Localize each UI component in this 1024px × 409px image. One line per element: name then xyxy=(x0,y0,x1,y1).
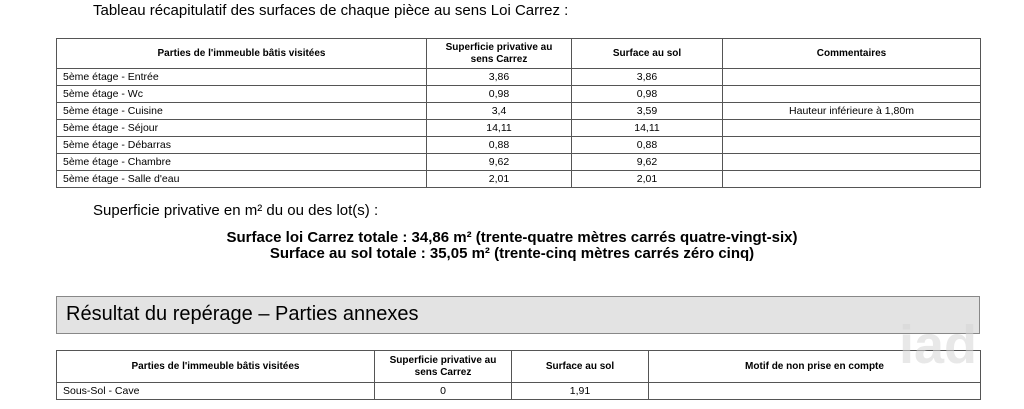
table-row xyxy=(57,86,981,103)
cell-carrez: 2,01 xyxy=(427,171,572,188)
header-carrez: Superficie privative au sens Carrez xyxy=(427,39,572,69)
cell-sol: 3,86 xyxy=(572,69,723,86)
cell-sol: 2,01 xyxy=(572,171,723,188)
cell-carrez: 3,4 xyxy=(427,103,572,120)
cell-commentaire xyxy=(723,154,981,171)
table-header-row xyxy=(57,351,981,383)
summary-heading: Tableau récapitulatif des surfaces de chaque pièce au sens Loi Carrez : xyxy=(93,2,569,19)
annexes-table xyxy=(56,350,981,400)
cell-carrez: 0,98 xyxy=(427,86,572,103)
table-row xyxy=(57,154,981,171)
superficie-label: Superficie privative en m² du ou des lot(s) : xyxy=(93,202,379,219)
header-motif: Motif de non prise en compte xyxy=(649,351,981,383)
cell-commentaire xyxy=(723,86,981,103)
header-sol: Surface au sol xyxy=(572,39,723,69)
table-row xyxy=(57,137,981,154)
cell-sol: 3,59 xyxy=(572,103,723,120)
cell-sol: 1,91 xyxy=(512,383,649,400)
total-carrez: Surface loi Carrez totale : 34,86 m² (trente-quatre mètres carrés quatre-vingt-six) xyxy=(226,229,798,246)
cell-sol: 0,88 xyxy=(572,137,723,154)
header-piece: Parties de l'immeuble bâtis visitées xyxy=(57,39,427,69)
cell-piece: Sous-Sol - Cave xyxy=(57,383,375,400)
cell-piece: 5ème étage - Entrée xyxy=(57,69,427,86)
cell-carrez: 0 xyxy=(375,383,512,400)
cell-commentaire: Hauteur inférieure à 1,80m xyxy=(723,103,981,120)
cell-commentaire xyxy=(723,171,981,188)
cell-carrez: 0,88 xyxy=(427,137,572,154)
cell-commentaire xyxy=(723,137,981,154)
cell-sol: 0,98 xyxy=(572,86,723,103)
cell-piece: 5ème étage - Cuisine xyxy=(57,103,427,120)
carrez-surfaces-table xyxy=(56,38,981,188)
iad-watermark-logo xyxy=(893,305,983,385)
header-sol: Surface au sol xyxy=(512,351,649,383)
cell-piece: 5ème étage - Chambre xyxy=(57,154,427,171)
header-piece: Parties de l'immeuble bâtis visitées xyxy=(57,351,375,383)
cell-carrez: 14,11 xyxy=(427,120,572,137)
table-row xyxy=(57,383,981,400)
cell-piece: 5ème étage - Débarras xyxy=(57,137,427,154)
cell-carrez: 3,86 xyxy=(427,69,572,86)
cell-commentaire xyxy=(723,69,981,86)
section-title: Résultat du repérage – Parties annexes xyxy=(66,303,419,325)
cell-carrez: 9,62 xyxy=(427,154,572,171)
svg-text:iad: iad xyxy=(899,315,978,375)
table-row xyxy=(57,103,981,120)
table-row xyxy=(57,171,981,188)
total-sol: Surface au sol totale : 35,05 m² (trente-cinq mètres carrés zéro cinq) xyxy=(269,245,755,262)
header-carrez: Superficie privative au sens Carrez xyxy=(375,351,512,383)
cell-sol: 14,11 xyxy=(572,120,723,137)
table-row xyxy=(57,69,981,86)
cell-piece: 5ème étage - Séjour xyxy=(57,120,427,137)
header-commentaires: Commentaires xyxy=(723,39,981,69)
cell-sol: 9,62 xyxy=(572,154,723,171)
cell-motif xyxy=(649,383,981,400)
cell-commentaire xyxy=(723,120,981,137)
section-header-annexes xyxy=(56,296,980,334)
cell-piece: 5ème étage - Wc xyxy=(57,86,427,103)
cell-piece: 5ème étage - Salle d'eau xyxy=(57,171,427,188)
table-header-row xyxy=(57,39,981,69)
table-row xyxy=(57,120,981,137)
